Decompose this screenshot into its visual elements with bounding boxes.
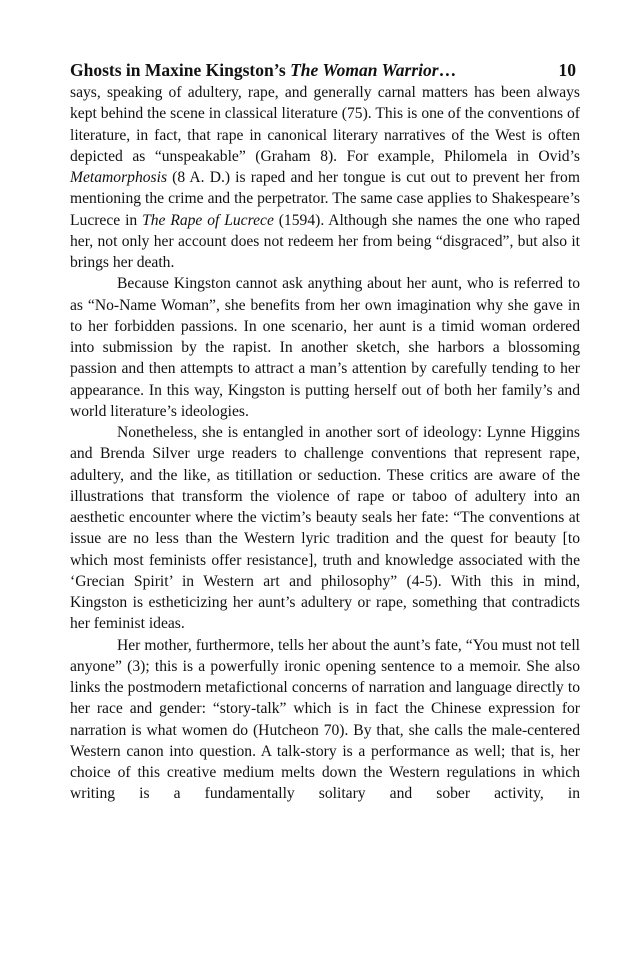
paragraph-4: Her mother, furthermore, tells her about the aunt’s fate, “You must not tell anyone” (3); this is a powerfully ironic opening sentence to a memoir. She also links the postmodern metafictional concerns of narration and language directly to her race and gender: “story-talk” which is in fact the Chinese expression for narration is what women do (Hutcheon 70). By that, she calls the male-centered Western canon into question. A talk-story is a performance as well; that is, her choice of this creative medium melts down the Western regulations in which writing is a fundamentally solitary and sober activity, in <box>70 636 580 803</box>
header-title-prefix: Ghosts in Maxine Kingston’s <box>70 60 291 80</box>
paragraph-1-italic-rape-of-lucrece: The Rape of Lucrece <box>142 211 274 229</box>
header-title-suffix: … <box>438 60 457 80</box>
document-page <box>70 58 580 805</box>
header-title <box>70 58 456 82</box>
paragraph-1-text-a: says, speaking of adultery, rape, and generally carnal matters has been always kept behind the scene in classical literature (75). This is one of the conventions of literature, in fact, that rape in canonical literary narratives of the West is often depicted as “unspeakable” (Graham 8). For example, Philomela in Ovid’s <box>70 84 580 165</box>
paragraph-1-italic-metamorphosis: Metamorphosis <box>70 169 168 186</box>
header-title-italic: The Woman Warrior <box>290 60 439 80</box>
running-header <box>70 58 580 82</box>
paragraph-1-text-e: (1594). Although she names the one who raped her, not only her account does not redeem her from being “disgraced”, but also it brings her death. <box>70 211 580 271</box>
paragraph-3: Nonetheless, she is entangled in another sort of ideology: Lynne Higgins and Brenda Silver urge readers to challenge conventions that represent rape, adultery, and the like, as titillation or seduction. These critics are aware of the illustrations that transform the violence of rape or taboo of adultery into an aesthetic encounter where the victim’s beauty seals her fate: “The conventions at issue are no less than the Western lyric tradition and the quest for beauty [to which most feminists offer resistance], truth and knowledge associated with the ‘Grecian Spirit’ in Western art and philosophy” (4-5). With this in mind, Kingston is estheticizing her aunt’s adultery or rape, something that contradicts her feminist ideas. <box>70 424 580 633</box>
paragraph-1 <box>70 82 580 273</box>
paragraph-1-text-c: (8 A. D.) is raped and her tongue is cut out to prevent her from mentioning the crime and the perpetrator. The same case applies to Shakespeare’s Lucrece in <box>70 169 580 229</box>
body-text <box>70 82 580 805</box>
paragraph-2: Because Kingston cannot ask anything about her aunt, who is referred to as “No-Name Woman”, she benefits from her own imagination why she gave in to her forbidden passions. In one scenario, her aunt is a timid woman ordered into submission by the rapist. In another sketch, she harbors a blossoming passion and then attempts to attract a man’s attention by carefully tending to her appearance. In this way, Kingston is putting herself out of both her family’s and world literature’s ideologies. <box>70 275 580 420</box>
page-number: 10 <box>558 60 576 80</box>
